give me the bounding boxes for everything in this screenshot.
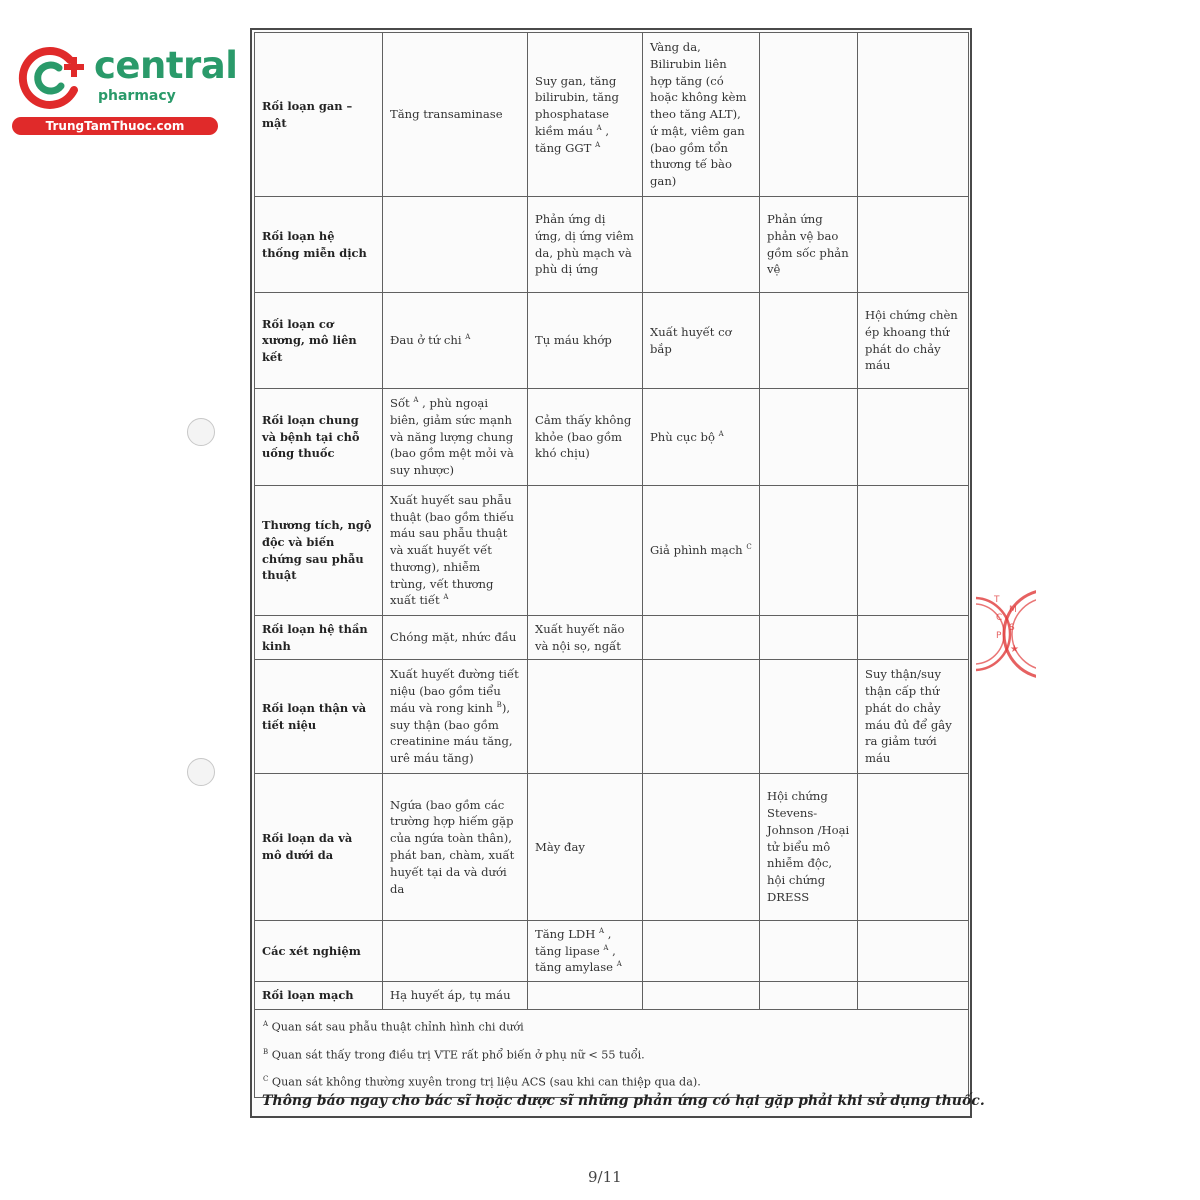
table-row (255, 197, 969, 293)
effect-cell: Xuất huyết đường tiết niệu (bao gồm tiểu máu và rong kinh $^B$), suy thận (bao gồm creatinine máu tăng, urê máu tăng) (383, 660, 528, 774)
effect-cell: Phản ứng dị ứng, dị ứng viêm da, phù mạch và phù dị ứng (528, 197, 643, 293)
effect-cell: Ngứa (bao gồm các trường hợp hiếm gặp của ngứa toàn thân), phát ban, chàm, xuất huyết tại da và dưới da (383, 774, 528, 921)
effect-cell: Giả phình mạch $^C$ (643, 486, 760, 616)
table-row (255, 33, 969, 197)
svg-text:M: M (1009, 605, 1017, 615)
effect-cell: Sốt $^A$ , phù ngoại biên, giảm sức mạnh và năng lượng chung (bao gồm mệt mỏi và suy nhược) (383, 389, 528, 486)
effect-cell: Xuất huyết sau phẫu thuật (bao gồm thiếu máu sau phẫu thuật và xuất huyết vết thương), nhiễm trùng, vết thương xuất tiết $^A$ (383, 486, 528, 616)
adverse-effects-table (254, 32, 969, 1098)
effect-cell (858, 389, 969, 486)
page-number: 9/11 (588, 1168, 622, 1186)
effect-cell (858, 774, 969, 921)
effect-cell: Xuất huyết não và nội sọ, ngất (528, 616, 643, 660)
effect-cell (760, 982, 858, 1010)
effect-cell (858, 486, 969, 616)
effect-cell (858, 982, 969, 1010)
footnote: $^C$ Quan sát không thường xuyên trong trị liệu ACS (sau khi can thiệp qua da). (263, 1075, 701, 1090)
effect-cell (760, 486, 858, 616)
category-cell: Rối loạn gan – mật (255, 33, 383, 197)
effect-cell (858, 616, 969, 660)
company-stamp (976, 572, 1036, 696)
svg-text:S: S (1009, 623, 1015, 633)
effect-cell: Hội chứng Stevens-Johnson /Hoại tử biểu mô nhiễm độc, hội chứng DRESS (760, 774, 858, 921)
effect-cell (643, 921, 760, 982)
table-row (255, 389, 969, 486)
effect-cell (643, 660, 760, 774)
effect-cell: Tăng transaminase (383, 33, 528, 197)
effect-cell (643, 982, 760, 1010)
effect-cell: Chóng mặt, nhức đầu (383, 616, 528, 660)
effect-cell: Tụ máu khớp (528, 293, 643, 389)
svg-text:C: C (996, 613, 1003, 623)
effect-cell (760, 660, 858, 774)
effect-cell: Hội chứng chèn ép khoang thứ phát do chảy máu (858, 293, 969, 389)
pharmacy-cross-logo-icon (12, 40, 86, 114)
category-cell: Rối loạn mạch (255, 982, 383, 1010)
pharmacy-logo[interactable] (8, 36, 238, 136)
binder-hole-bottom (187, 758, 215, 786)
effect-cell (383, 921, 528, 982)
effect-cell: Mày đay (528, 774, 643, 921)
footnote: $^B$ Quan sát thấy trong điều trị VTE rất phổ biến ở phụ nữ < 55 tuổi. (263, 1047, 645, 1062)
table-row (255, 616, 969, 660)
category-cell: Rối loạn cơ xương, mô liên kết (255, 293, 383, 389)
logo-sub-text: pharmacy (98, 88, 176, 104)
footnotes-cell (255, 1010, 969, 1098)
footnotes-row (255, 1010, 969, 1098)
effect-cell (858, 33, 969, 197)
effect-cell (528, 660, 643, 774)
effect-cell: Suy thận/suy thận cấp thứ phát do chảy máu đủ để gây ra giảm tưới máu (858, 660, 969, 774)
logo-url-badge[interactable]: TrungTamThuoc.com (12, 117, 218, 135)
effect-cell (760, 616, 858, 660)
category-cell: Rối loạn da và mô dưới da (255, 774, 383, 921)
effect-cell: Hạ huyết áp, tụ máu (383, 982, 528, 1010)
category-cell: Rối loạn chung và bệnh tại chỗ uống thuốc (255, 389, 383, 486)
effect-cell (383, 197, 528, 293)
table-row (255, 293, 969, 389)
table-row (255, 486, 969, 616)
effect-cell (643, 774, 760, 921)
effect-cell (760, 921, 858, 982)
effect-cell: Cảm thấy không khỏe (bao gồm khó chịu) (528, 389, 643, 486)
category-cell: Rối loạn hệ thần kinh (255, 616, 383, 660)
table-row (255, 921, 969, 982)
category-cell: Rối loạn thận và tiết niệu (255, 660, 383, 774)
effect-cell (528, 982, 643, 1010)
svg-text:★: ★ (1010, 644, 1019, 655)
effect-cell: Phản ứng phản vệ bao gồm sốc phản vệ (760, 197, 858, 293)
effect-cell: Phù cục bộ $^A$ (643, 389, 760, 486)
svg-text:T: T (994, 595, 1000, 605)
category-cell: Rối loạn hệ thống miễn dịch (255, 197, 383, 293)
effect-cell: Vàng da, Bilirubin liên hợp tăng (có hoặc không kèm theo tăng ALT), ứ mật, viêm gan (bao gồm tổn thương tế bào gan) (643, 33, 760, 197)
effect-cell (760, 389, 858, 486)
warning-text: Thông báo ngay cho bác sĩ hoặc dược sĩ những phản ứng có hại gặp phải khi sử dụng thuốc. (262, 1093, 985, 1109)
category-cell: Thương tích, ngộ độc và biến chứng sau phẫu thuật (255, 486, 383, 616)
effect-cell: Xuất huyết cơ bắp (643, 293, 760, 389)
category-cell: Các xét nghiệm (255, 921, 383, 982)
effect-cell: Tăng LDH $^A$ , tăng lipase $^A$ , tăng amylase $^A$ (528, 921, 643, 982)
effect-cell: Đau ở tứ chi $^A$ (383, 293, 528, 389)
binder-hole-top (187, 418, 215, 446)
svg-text:P: P (996, 631, 1002, 641)
effect-cell (760, 33, 858, 197)
effect-cell (858, 921, 969, 982)
effect-cell (528, 486, 643, 616)
effect-cell (858, 197, 969, 293)
effect-cell (643, 197, 760, 293)
logo-brand-text: central (94, 44, 238, 87)
effect-cell (760, 293, 858, 389)
effect-cell (643, 616, 760, 660)
table-row (255, 982, 969, 1010)
table-body (255, 33, 969, 1098)
effect-cell: Suy gan, tăng bilirubin, tăng phosphatase kiềm máu $^A$ , tăng GGT $^A$ (528, 33, 643, 197)
table-row (255, 774, 969, 921)
footnote: $^A$ Quan sát sau phẫu thuật chỉnh hình chi dưới (263, 1020, 524, 1034)
table-row (255, 660, 969, 774)
